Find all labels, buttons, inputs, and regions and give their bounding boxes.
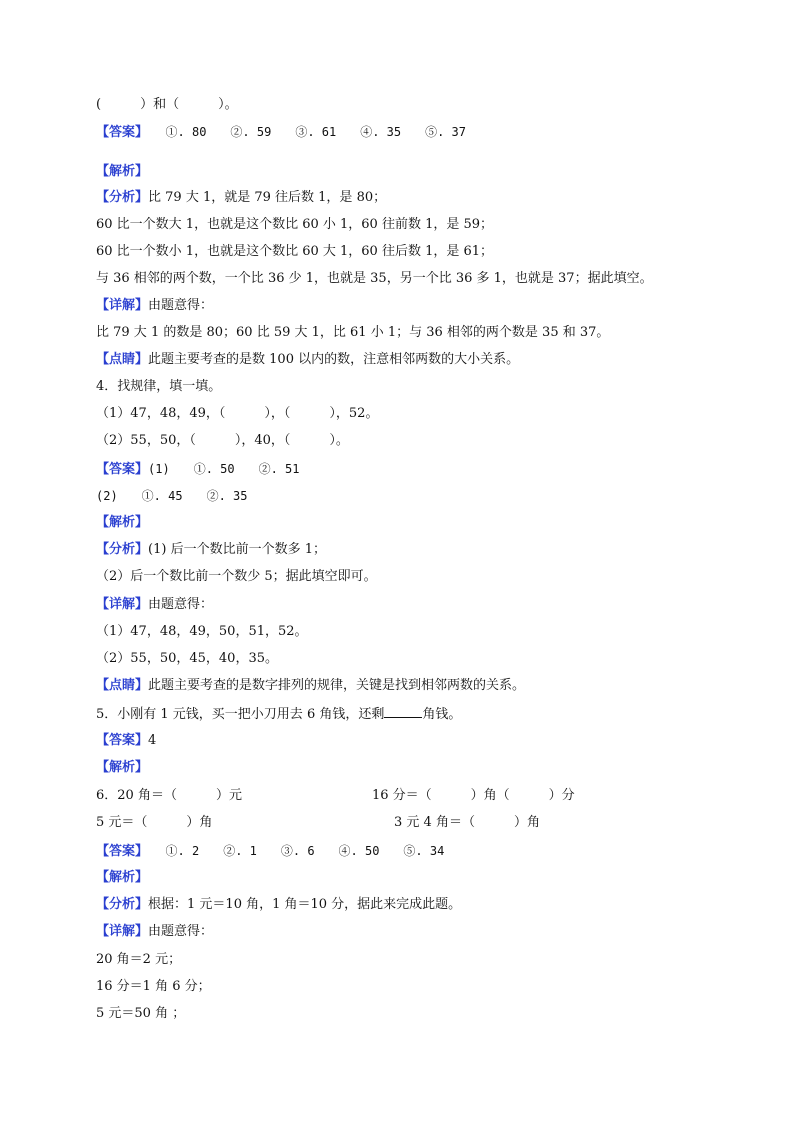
- answer-tag: 【答案】: [96, 125, 142, 140]
- answer-text: (1) ①. 50 ②. 51: [148, 462, 300, 476]
- answer-tag: 【答案】: [96, 733, 149, 748]
- text-line: 16 分＝（ ）角（ ）分: [372, 788, 575, 803]
- text: 此题主要考查的是数 100 以内的数，注意相邻两数的大小关系。: [148, 352, 520, 367]
- section-tag: 【分析】: [96, 190, 149, 205]
- text: 角钱。: [422, 707, 462, 722]
- text-line: 3 元 4 角＝（ ）角: [394, 815, 540, 830]
- text: 5．小刚有 1 元钱，买一把小刀用去 6 角钱，还剩: [96, 707, 385, 722]
- text-line: （1）47，48，49，50，51，52。: [96, 624, 308, 639]
- analysis-tag: 【解析】: [96, 760, 149, 775]
- section-tag: 【分析】: [96, 542, 149, 557]
- answer-text: 4: [148, 733, 157, 748]
- text-line: 比 79 大 1 的数是 80；60 比 59 大 1，比 61 小 1；与 36 相邻的两个数是 35 和 37。: [96, 325, 610, 340]
- analysis-tag: 【解析】: [96, 164, 149, 179]
- text-line: [96, 541, 326, 559]
- text-line: [96, 923, 213, 941]
- text-line: [96, 297, 213, 315]
- text-line: 20 角＝2 元；: [96, 952, 182, 967]
- answer-text: ①. 2 ②. 1 ③. 6 ④. 50 ⑤. 34: [141, 844, 445, 858]
- answer-line: [96, 842, 444, 861]
- answer-text: (2) ①. 45 ②. 35: [96, 489, 248, 503]
- answer-line: [96, 123, 466, 142]
- text-line: （1）47，48，49，（ ），（ ），52。: [96, 406, 379, 421]
- section-tag: 【点睛】: [96, 678, 149, 693]
- text-line: ( ）和（ ）。: [96, 97, 238, 112]
- answer-tag: 【答案】: [96, 844, 142, 859]
- text: 由题意得：: [148, 298, 214, 313]
- text: 根据：1 元＝10 角，1 角＝10 分，据此来完成此题。: [148, 897, 462, 912]
- text-line: （2）55，50，45，40，35。: [96, 651, 278, 666]
- section-tag: 【点睛】: [96, 352, 149, 367]
- text: 由题意得：: [148, 597, 214, 612]
- text-line: [96, 677, 525, 695]
- text-line: [96, 896, 461, 914]
- text: 由题意得：: [148, 924, 214, 939]
- answer-text: ①. 80 ②. 59 ③. 61 ④. 35 ⑤. 37: [141, 125, 467, 139]
- section-tag: 【详解】: [96, 597, 149, 612]
- text-line: [96, 596, 213, 614]
- text-line: 60 比一个数大 1，也就是这个数比 60 小 1，60 往前数 1，是 59；: [96, 217, 494, 232]
- text-line: 5 元＝（ ）角: [96, 815, 213, 830]
- text-line: （2）55，50，（ ），40，（ ）。: [96, 433, 349, 448]
- text-line: [96, 351, 519, 369]
- text-line: [96, 189, 386, 207]
- answer-tag: 【答案】: [96, 462, 149, 477]
- text-line: 60 比一个数小 1，也就是这个数比 60 大 1，60 往后数 1，是 61；: [96, 244, 494, 259]
- text-line: 5 元＝50 角 ；: [96, 1006, 186, 1021]
- answer-line: [96, 460, 300, 479]
- question-title: [96, 705, 461, 724]
- analysis-tag: 【解析】: [96, 870, 149, 885]
- text: 此题主要考查的是数字排列的规律，关键是找到相邻两数的关系。: [148, 678, 526, 693]
- text-line: 16 分＝1 角 6 分；: [96, 979, 211, 994]
- text-line: （2）后一个数比前一个数少 5；据此填空即可。: [96, 569, 377, 584]
- section-tag: 【详解】: [96, 298, 149, 313]
- analysis-tag: 【解析】: [96, 515, 149, 530]
- text: (1) 后一个数比前一个数多 1；: [148, 542, 326, 557]
- section-tag: 【分析】: [96, 897, 149, 912]
- question-title: 4．找规律，填一填。: [96, 379, 222, 394]
- fill-blank: [384, 705, 422, 718]
- question-title: 6．20 角＝（ ）元: [96, 788, 242, 803]
- text: 比 79 大 1，就是 79 往后数 1，是 80；: [148, 190, 387, 205]
- answer-line: [96, 732, 156, 750]
- text-line: 与 36 相邻的两个数，一个比 36 少 1，也就是 35，另一个比 36 多 1，也就是 37；据此填空。: [96, 271, 653, 286]
- section-tag: 【详解】: [96, 924, 149, 939]
